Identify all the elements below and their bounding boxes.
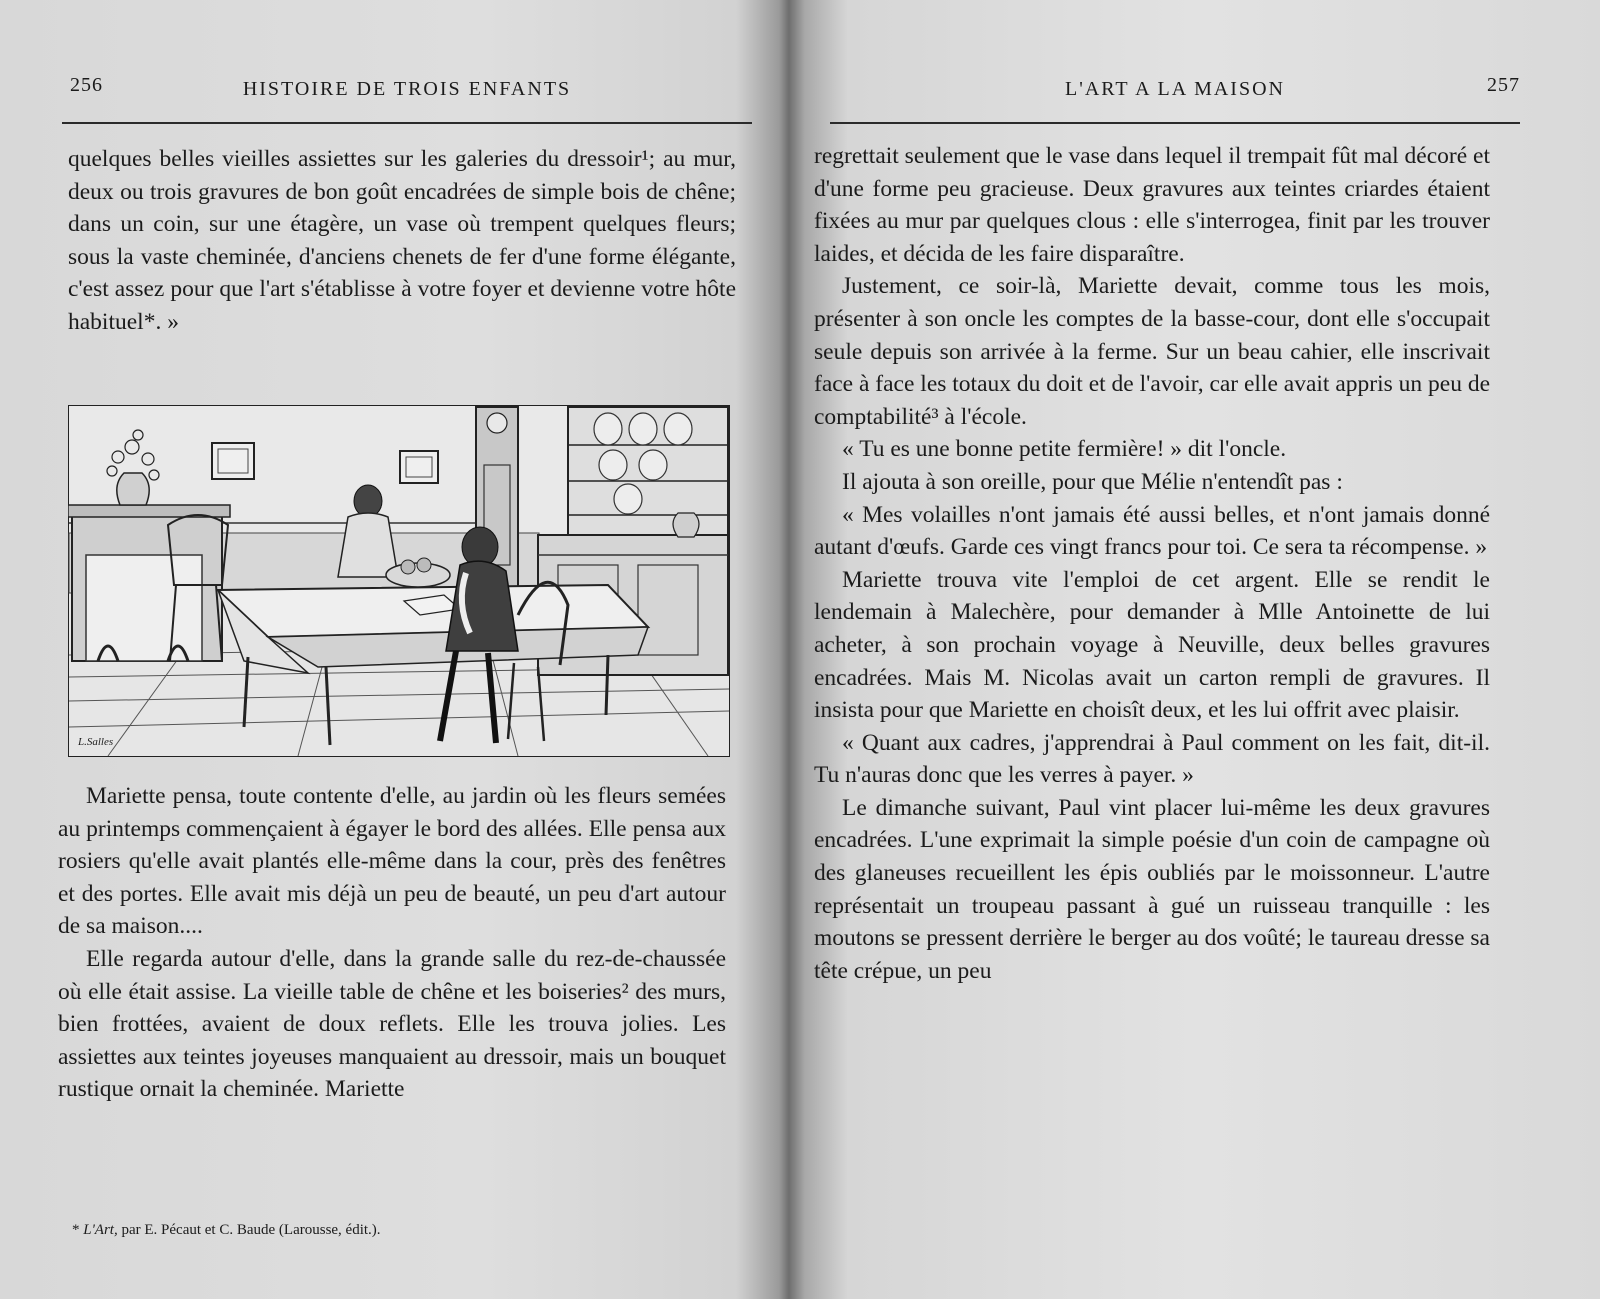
right-page-header <box>830 74 1520 110</box>
paragraph: Elle regarda autour d'elle, dans la grande salle du rez-de-chaussée où elle était assise. La vieille table de chêne et les boiseries² des murs, bien frottées, avaient de doux reflets. Elle les trouva jolies. Les assiettes aux teintes joyeuses manquaient au dressoir, mais un bouquet rustique ornait la cheminée. Mariette <box>58 945 726 1103</box>
page-number: 257 <box>1487 74 1520 96</box>
footnote-title: L'Art, <box>83 1222 118 1238</box>
left-page-header <box>62 74 752 110</box>
header-rule <box>830 122 1520 124</box>
paragraph: Le dimanche suivant, Paul vint placer lui-même les deux gravures encadrées. L'une exprimait la simple poésie d'un coin de campagne où des glaneuses recueillent les épis oubliés par le moissonneur. L'autre représentait un troupeau passant à gué un ruisseau tranquille : les moutons se pressent derrière le berger au dos voûté; le taureau dresse sa tête crépue, un peu <box>814 794 1490 984</box>
illustration-signature: L.Salles <box>78 736 114 748</box>
bottom-text-block <box>58 780 726 1106</box>
running-title: HISTOIRE DE TROIS ENFANTS <box>242 78 572 100</box>
paragraph: Mariette trouva vite l'emploi de cet argent. Elle se rendit le lendemain à Malechère, pour demander à Mlle Antoinette de lui acheter, à son prochain voyage à Neuville, deux belles gravures encadrées. Mais M. Nicolas avait un carton rempli de gravures. Il insista pour que Mariette en choisît deux, et les lui offrit avec plaisir. <box>814 566 1490 724</box>
paragraph: Il ajouta à son oreille, pour que Mélie n'entendît pas : <box>842 468 1343 495</box>
paragraph: Mariette pensa, toute contente d'elle, au jardin où les fleurs semées au printemps commençaient à égayer le bord des allées. Elle pensa aux rosiers qu'elle avait plantés elle-même dans la cour, près des fenêtres et des portes. Elle avait mis déjà un peu de beauté, un peu d'art autour de sa maison.... <box>58 783 726 940</box>
paragraph: « Tu es une bonne petite fermière! » dit l'oncle. <box>842 436 1287 463</box>
paragraph: « Quant aux cadres, j'apprendrai à Paul comment on les fait, dit-il. Tu n'auras donc que les verres à payer. » <box>814 729 1490 789</box>
header-rule <box>62 122 752 124</box>
running-title: L'ART A LA MAISON <box>1065 78 1285 100</box>
paragraph: « Mes volailles n'ont jamais été aussi belles, et n'ont jamais donné autant d'œufs. Garde ces vingt francs pour toi. Ce sera ta récompense. » <box>814 501 1490 561</box>
paragraph: regrettait seulement que le vase dans lequel il trempait fût mal décoré et d'une forme peu gracieuse. Deux gravures aux teintes criardes étaient fixées au mur par quelques clous : elle s'interrogea, finit par les trouver laides, et décida de les faire disparaître. <box>814 143 1491 267</box>
engraving-illustration <box>68 405 730 757</box>
right-page <box>800 0 1600 1299</box>
footnote-marker: * <box>72 1222 84 1238</box>
footnote-text: par E. Pécaut et C. Baude (Larousse, édit.). <box>117 1222 381 1238</box>
paragraph: quelques belles vieilles assiettes sur les galeries du dressoir¹; au mur, deux ou trois gravures de bon goût encadrées de simple bois de chêne; dans un coin, sur une étagère, un vase où trempent quelques fleurs; sous la vaste cheminée, d'anciens chenets de fer d'une forme élégante, c'est assez pour que l'art s'établisse à votre foyer et devienne votre hôte habituel*. » <box>68 146 736 335</box>
paragraph: Justement, ce soir-là, Mariette devait, comme tous les mois, présenter à son oncle les comptes de la basse-cour, dont elle s'occupait seule depuis son arrivée à la ferme. Sur un beau cahier, elle inscrivait face à face les totaux du doit et de l'avoir, car elle avait appris un peu de comptabilité³ à l'école. <box>814 273 1491 430</box>
page-number: 256 <box>70 74 103 96</box>
right-text-block <box>814 140 1490 987</box>
footnote <box>72 1222 722 1239</box>
top-paragraph-block <box>68 143 736 339</box>
dining-room-engraving-icon <box>68 405 730 757</box>
left-page <box>0 0 775 1299</box>
